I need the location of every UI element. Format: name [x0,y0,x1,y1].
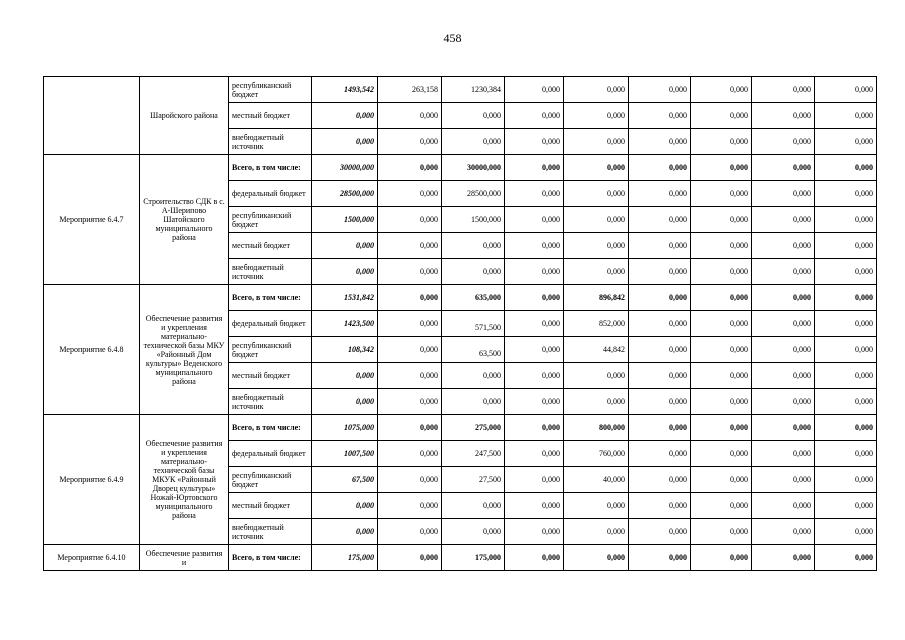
year-value-cell: 0,000 [505,493,564,519]
year-value-cell: 28500,000 [442,181,505,207]
year-value-cell: 0,000 [752,519,815,545]
year-value-cell: 0,000 [752,545,815,571]
year-value-cell: 247,500 [442,441,505,467]
funding-source-cell: Всего, в том числе: [229,155,312,181]
year-value-cell: 0,000 [629,259,691,285]
total-cell: 0,000 [312,129,378,155]
total-cell: 1007,500 [312,441,378,467]
year-value-cell: 0,000 [691,259,752,285]
year-value-cell: 0,000 [752,129,815,155]
funding-source-cell: внебюджетный источник [229,519,312,545]
budget-table [43,76,877,571]
year-value-cell: 0,000 [378,285,442,311]
total-cell: 0,000 [312,259,378,285]
year-value-cell: 0,000 [752,233,815,259]
measure-cell [44,77,140,155]
total-cell: 1423,500 [312,311,378,337]
year-value-cell: 0,000 [815,493,877,519]
year-value-cell: 0,000 [629,129,691,155]
year-value-cell: 0,000 [378,155,442,181]
year-value-cell: 0,000 [505,389,564,415]
year-value-cell: 0,000 [629,103,691,129]
year-value-cell: 0,000 [815,519,877,545]
year-value-cell: 0,000 [691,337,752,363]
year-value-cell: 0,000 [505,545,564,571]
year-value-cell: 0,000 [752,77,815,103]
table-row [44,77,877,103]
year-value-cell: 0,000 [564,129,629,155]
year-value-text: 571,500 [475,323,501,332]
object-cell: Обеспечение развития и [140,545,229,571]
year-value-cell: 0,000 [505,181,564,207]
year-value-cell: 635,000 [442,285,505,311]
total-cell: 30000,000 [312,155,378,181]
year-value-cell: 0,000 [815,467,877,493]
year-value-cell: 0,000 [752,415,815,441]
funding-source-cell: федеральный бюджет [229,311,312,337]
year-value-cell: 0,000 [505,259,564,285]
year-value-cell: 0,000 [691,363,752,389]
year-value-cell: 0,000 [691,155,752,181]
year-value-cell: 0,000 [815,545,877,571]
funding-source-cell: внебюджетный источник [229,389,312,415]
year-value-cell: 0,000 [564,207,629,233]
year-value-cell: 0,000 [564,233,629,259]
year-value-cell: 0,000 [505,519,564,545]
year-value-cell: 0,000 [564,103,629,129]
year-value-cell: 0,000 [815,129,877,155]
funding-source-cell: республиканский бюджет [229,467,312,493]
year-value-cell: 0,000 [505,103,564,129]
funding-source-cell: местный бюджет [229,493,312,519]
year-value-cell: 0,000 [505,311,564,337]
year-value-cell: 0,000 [378,233,442,259]
year-value-cell: 0,000 [505,337,564,363]
total-cell: 28500,000 [312,181,378,207]
year-value-cell: 263,158 [378,77,442,103]
year-value-text: 63,500 [479,349,501,358]
year-value-cell: 0,000 [691,311,752,337]
year-value-cell: 0,000 [442,103,505,129]
funding-source-cell: федеральный бюджет [229,441,312,467]
object-cell: Обеспечение развития и укрепления материально-технической базы МКУК «Районный Дворец культуры» Ножай-Юртовского муниципального района [140,415,229,545]
year-value-cell [442,337,505,363]
table-row [44,415,877,441]
year-value-cell: 0,000 [564,363,629,389]
funding-source-cell: Всего, в том числе: [229,285,312,311]
year-value-cell: 0,000 [442,493,505,519]
year-value-cell: 0,000 [691,207,752,233]
year-value-cell: 0,000 [378,493,442,519]
year-value-cell: 0,000 [752,181,815,207]
year-value-cell: 0,000 [752,467,815,493]
year-value-cell: 175,000 [442,545,505,571]
year-value-cell: 0,000 [629,389,691,415]
total-cell: 0,000 [312,363,378,389]
year-value-cell: 0,000 [564,545,629,571]
year-value-cell: 0,000 [629,337,691,363]
measure-cell: Мероприятие 6.4.9 [44,415,140,545]
year-value-cell: 0,000 [629,207,691,233]
funding-source-cell: республиканский бюджет [229,337,312,363]
year-value-cell: 0,000 [815,337,877,363]
total-cell: 0,000 [312,519,378,545]
object-cell: Шаройского района [140,77,229,155]
year-value-cell: 0,000 [691,493,752,519]
total-cell: 0,000 [312,233,378,259]
funding-source-cell: местный бюджет [229,363,312,389]
year-value-cell: 0,000 [691,77,752,103]
measure-cell: Мероприятие 6.4.8 [44,285,140,415]
year-value-cell: 896,842 [564,285,629,311]
funding-source-cell: Всего, в том числе: [229,545,312,571]
year-value-cell: 0,000 [815,415,877,441]
year-value-cell: 0,000 [505,155,564,181]
year-value-cell: 0,000 [505,233,564,259]
year-value-cell: 0,000 [691,129,752,155]
year-value-cell: 0,000 [752,337,815,363]
year-value-cell: 852,000 [564,311,629,337]
year-value-cell: 0,000 [815,311,877,337]
year-value-cell: 1230,384 [442,77,505,103]
year-value-cell: 0,000 [691,103,752,129]
year-value-cell: 0,000 [629,415,691,441]
year-value-cell: 0,000 [691,415,752,441]
table-row [44,545,877,571]
year-value-cell: 0,000 [564,259,629,285]
year-value-cell: 0,000 [815,285,877,311]
year-value-cell: 0,000 [815,233,877,259]
total-cell: 1493,542 [312,77,378,103]
funding-source-cell: внебюджетный источник [229,129,312,155]
year-value-cell: 0,000 [691,467,752,493]
year-value-cell: 0,000 [752,493,815,519]
funding-source-cell: местный бюджет [229,103,312,129]
total-cell: 1531,842 [312,285,378,311]
year-value-cell: 0,000 [378,389,442,415]
year-value-cell: 0,000 [564,389,629,415]
year-value-cell: 0,000 [629,441,691,467]
year-value-cell: 0,000 [505,285,564,311]
year-value-cell: 0,000 [815,103,877,129]
year-value-cell: 0,000 [815,207,877,233]
year-value-cell: 0,000 [691,519,752,545]
year-value-cell: 0,000 [752,363,815,389]
total-cell: 0,000 [312,389,378,415]
year-value-cell: 0,000 [564,493,629,519]
year-value-cell: 0,000 [629,493,691,519]
object-cell: Обеспечение развития и укрепления материально-технической базы МКУ «Районный Дом культуры» Веденского муниципального района [140,285,229,415]
year-value-cell: 0,000 [505,207,564,233]
year-value-cell: 0,000 [442,233,505,259]
year-value-cell: 0,000 [378,545,442,571]
table-row [44,155,877,181]
year-value-cell: 0,000 [564,155,629,181]
year-value-cell: 0,000 [815,155,877,181]
measure-cell: Мероприятие 6.4.7 [44,155,140,285]
year-value-cell: 44,842 [564,337,629,363]
year-value-cell: 0,000 [564,77,629,103]
year-value-cell: 0,000 [752,389,815,415]
total-cell: 1500,000 [312,207,378,233]
year-value-cell: 0,000 [691,441,752,467]
year-value-cell: 0,000 [752,155,815,181]
year-value-cell: 0,000 [629,467,691,493]
year-value-cell: 0,000 [629,519,691,545]
year-value-cell: 0,000 [815,441,877,467]
year-value-cell: 27,500 [442,467,505,493]
year-value-cell: 0,000 [505,363,564,389]
year-value-cell: 0,000 [505,441,564,467]
funding-source-cell: республиканский бюджет [229,77,312,103]
year-value-cell: 0,000 [505,415,564,441]
funding-source-cell: местный бюджет [229,233,312,259]
funding-source-cell: Всего, в том числе: [229,415,312,441]
year-value-cell: 0,000 [629,311,691,337]
year-value-cell: 0,000 [378,207,442,233]
year-value-cell: 0,000 [378,259,442,285]
total-cell: 67,500 [312,467,378,493]
year-value-cell: 0,000 [378,415,442,441]
year-value-cell: 40,000 [564,467,629,493]
object-cell: Строительство СДК в с. А-Шерипово Шатойского муниципального района [140,155,229,285]
funding-source-cell: внебюджетный источник [229,259,312,285]
year-value-cell: 0,000 [378,129,442,155]
table-body [44,77,877,571]
year-value-cell: 0,000 [629,285,691,311]
year-value-cell: 800,000 [564,415,629,441]
year-value-cell: 0,000 [442,363,505,389]
year-value-cell: 0,000 [691,285,752,311]
year-value-cell: 0,000 [378,337,442,363]
year-value-cell: 0,000 [442,519,505,545]
year-value-cell: 0,000 [442,259,505,285]
year-value-cell: 0,000 [378,311,442,337]
funding-source-cell: федеральный бюджет [229,181,312,207]
year-value-cell: 0,000 [442,389,505,415]
year-value-cell: 0,000 [629,545,691,571]
funding-source-cell: республиканский бюджет [229,207,312,233]
year-value-cell: 0,000 [505,77,564,103]
measure-cell: Мероприятие 6.4.10 [44,545,140,571]
year-value-cell: 0,000 [564,519,629,545]
year-value-cell: 0,000 [378,363,442,389]
total-cell: 175,000 [312,545,378,571]
year-value-cell: 0,000 [564,181,629,207]
year-value-cell: 0,000 [629,155,691,181]
year-value-cell [442,311,505,337]
total-cell: 1075,000 [312,415,378,441]
year-value-cell: 0,000 [629,233,691,259]
year-value-cell: 0,000 [815,181,877,207]
year-value-cell: 0,000 [442,129,505,155]
year-value-cell: 0,000 [629,363,691,389]
year-value-cell: 0,000 [691,233,752,259]
year-value-cell: 0,000 [691,545,752,571]
year-value-cell: 0,000 [378,103,442,129]
year-value-cell: 0,000 [752,441,815,467]
year-value-cell: 0,000 [691,181,752,207]
year-value-cell: 0,000 [629,181,691,207]
year-value-cell: 0,000 [505,129,564,155]
year-value-cell: 1500,000 [442,207,505,233]
year-value-cell: 0,000 [815,363,877,389]
year-value-cell: 0,000 [378,181,442,207]
year-value-cell: 0,000 [378,519,442,545]
year-value-cell: 0,000 [752,259,815,285]
year-value-cell: 275,000 [442,415,505,441]
year-value-cell: 0,000 [752,103,815,129]
year-value-cell: 0,000 [629,77,691,103]
year-value-cell: 0,000 [378,441,442,467]
year-value-cell: 0,000 [815,389,877,415]
year-value-cell: 0,000 [505,467,564,493]
year-value-cell: 0,000 [752,207,815,233]
year-value-cell: 0,000 [815,259,877,285]
table-row [44,285,877,311]
total-cell: 0,000 [312,493,378,519]
total-cell: 0,000 [312,103,378,129]
year-value-cell: 0,000 [815,77,877,103]
year-value-cell: 0,000 [378,467,442,493]
page-number: 458 [443,31,462,45]
total-cell: 108,342 [312,337,378,363]
year-value-cell: 30000,000 [442,155,505,181]
year-value-cell: 0,000 [752,311,815,337]
year-value-cell: 0,000 [752,285,815,311]
year-value-cell: 760,000 [564,441,629,467]
year-value-cell: 0,000 [691,389,752,415]
